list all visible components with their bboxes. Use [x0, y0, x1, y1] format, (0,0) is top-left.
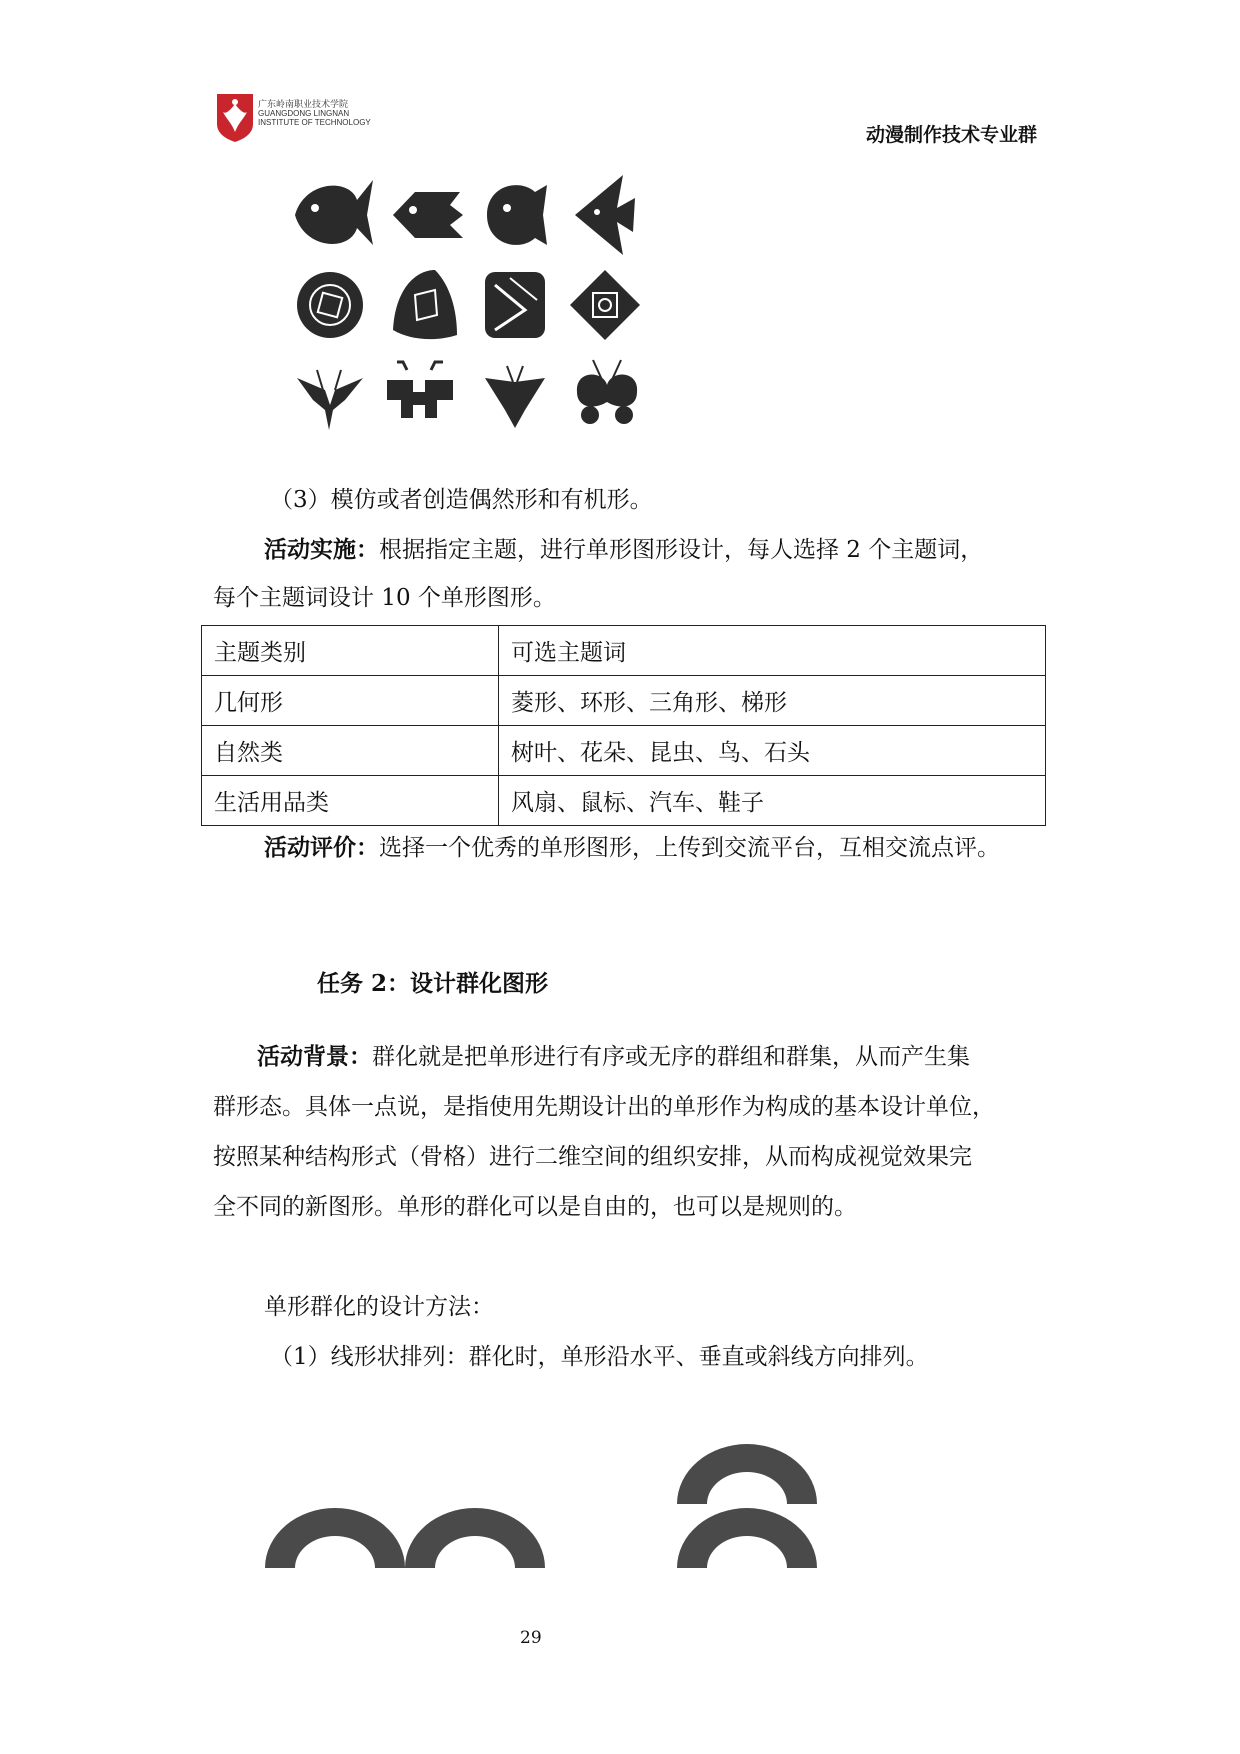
task2-title: 任务 2：设计群化图形 [317, 970, 549, 997]
background-line4: 全不同的新图形。单形的群化可以是自由的，也可以是规则的。 [213, 1194, 857, 1220]
activity-impl-label: 活动实施： [264, 536, 379, 563]
table-cell: 自然类 [202, 726, 499, 776]
logo-cn: 广东岭南职业技术学院 [258, 99, 349, 109]
butterfly-icon-2 [387, 362, 453, 418]
fish-icon-2 [393, 192, 463, 238]
butterfly-icon-3 [485, 366, 545, 428]
table-cell: 几何形 [202, 676, 499, 726]
rose-square-icon [485, 272, 545, 338]
table-cell: 菱形、环形、三角形、梯形 [499, 676, 1046, 726]
arch-icon-1 [265, 1508, 405, 1568]
methods-title: 单形群化的设计方法： [264, 1294, 494, 1320]
theme-table [201, 625, 1046, 826]
item-3: （3）模仿或者创造偶然形和有机形。 [270, 487, 653, 513]
table-row [202, 726, 1046, 776]
activity-eval [264, 834, 1000, 862]
arch-grouping-figure [255, 1440, 845, 1580]
method-1: （1）线形状排列：群化时，单形沿水平、垂直或斜线方向排列。 [270, 1344, 929, 1370]
header-title: 动漫制作技术专业群 [866, 124, 1038, 146]
fish-icon-3 [487, 185, 547, 245]
background-label: 活动背景： [257, 1043, 372, 1070]
arch-icon-2 [405, 1508, 545, 1568]
table-cell: 风扇、鼠标、汽车、鞋子 [499, 776, 1046, 826]
table-header-keywords: 可选主题词 [499, 626, 1046, 676]
arch-icon-4 [677, 1508, 817, 1568]
background-text1: 群化就是把单形进行有序或无序的群组和群集，从而产生集 [372, 1044, 970, 1070]
arch-icon-3 [677, 1444, 817, 1504]
fish-icon-1 [295, 180, 373, 245]
rose-circle-icon [297, 272, 363, 338]
activity-impl-line1 [264, 536, 983, 564]
fish-icon-4 [575, 175, 635, 255]
activity-eval-text: 选择一个优秀的单形图形，上传到交流平台，互相交流点评。 [379, 835, 1000, 861]
logo-en-line1: GUANGDONG LINGNAN [258, 109, 350, 118]
butterfly-icon-1 [297, 370, 363, 430]
page-number: 29 [520, 1628, 542, 1648]
background-line1 [257, 1043, 970, 1071]
background-line2: 群形态。具体一点说，是指使用先期设计出的单形作为构成的基本设计单位， [213, 1094, 995, 1120]
table-row [202, 676, 1046, 726]
table-header-row [202, 626, 1046, 676]
single-shape-examples-figure [285, 170, 685, 470]
activity-eval-label: 活动评价： [264, 834, 379, 861]
butterfly-icon-4 [577, 360, 637, 424]
table-row [202, 776, 1046, 826]
rose-triangle-icon [393, 270, 457, 339]
logo-text [258, 100, 371, 127]
rose-diamond-icon [570, 270, 640, 340]
table-cell: 生活用品类 [202, 776, 499, 826]
activity-impl-line2: 每个主题词设计 10 个单形图形。 [213, 585, 556, 611]
table-header-category: 主题类别 [202, 626, 499, 676]
activity-impl-text1: 根据指定主题，进行单形图形设计，每人选择 2 个主题词， [379, 537, 984, 563]
table-cell: 树叶、花朵、昆虫、鸟、石头 [499, 726, 1046, 776]
logo-en-line2: INSTITUTE OF TECHNOLOGY [258, 118, 371, 127]
background-line3: 按照某种结构形式（骨格）进行二维空间的组织安排，从而构成视觉效果完 [213, 1144, 972, 1170]
